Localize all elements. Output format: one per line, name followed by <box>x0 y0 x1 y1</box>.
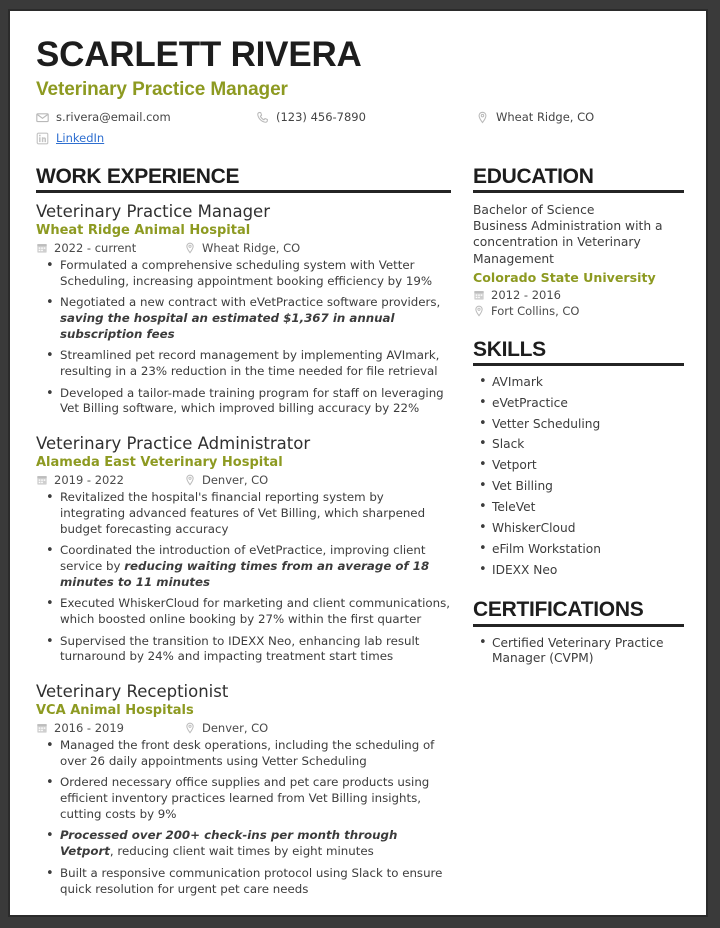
section-certifications <box>473 598 684 667</box>
phone-icon <box>256 111 269 124</box>
job-dates-text: 2022 - current <box>54 240 137 255</box>
contact-linkedin[interactable] <box>36 132 256 145</box>
bullet-text: Coordinated the introduction of eVetPractice, improving client service by <box>60 543 426 573</box>
section-title-work-experience: WORK EXPERIENCE <box>36 164 240 188</box>
job-dates <box>36 721 184 735</box>
bullet-text: Supervised the transition to IDEXX Neo, enhancing lab result turnaround by 24% and impacting treatment start times <box>60 633 420 664</box>
bullet-text: Formulated a comprehensive scheduling system with Vetter Scheduling, increasing appointment booking efficiency by 19% <box>60 257 433 288</box>
bullet-text: Ordered necessary office supplies and pet care products using efficient inventory practices learned from Vet Billing insights, cutting costs by 9% <box>60 775 430 821</box>
section-rule <box>473 363 684 366</box>
bullet-item <box>44 295 451 342</box>
resume-header <box>36 37 680 153</box>
bullet-item <box>44 543 451 590</box>
resume-page <box>8 9 708 917</box>
bullet-item <box>44 828 451 859</box>
right-column <box>473 165 684 897</box>
calendar-icon <box>36 474 48 486</box>
job-location-text: Denver, CO <box>202 473 269 488</box>
section-title-certifications: CERTIFICATIONS <box>473 598 644 622</box>
candidate-name: SCARLETT RIVERA <box>36 35 362 74</box>
section-rule <box>473 190 684 193</box>
skill-item: • Vetter Scheduling <box>477 417 684 433</box>
bullet-item <box>44 490 451 537</box>
education-field: Business Administration with a concentration in Veterinary Management <box>473 219 663 266</box>
bullet-item <box>44 634 451 665</box>
job-location-text: Wheat Ridge, CO <box>202 240 301 255</box>
job-title: Veterinary Practice Manager <box>36 201 270 221</box>
job-location <box>184 473 268 487</box>
skill-item: • eVetPractice <box>477 396 684 412</box>
section-title-education: EDUCATION <box>473 164 594 188</box>
bullet-text: Executed WhiskerCloud for marketing and client communications, which boosted online booking by 27% within the first quarter <box>60 596 450 626</box>
section-rule <box>36 190 451 193</box>
calendar-icon <box>36 722 48 734</box>
job-company: Alameda East Veterinary Hospital <box>36 454 283 470</box>
job-bullets <box>36 490 451 665</box>
skills-list <box>473 375 684 579</box>
section-skills <box>473 338 684 579</box>
job-dates-text: 2019 - 2022 <box>54 473 124 488</box>
education-dates-text: 2012 - 2016 <box>491 287 561 302</box>
bullet-text: Revitalized the hospital's financial reporting system by integrating advanced features of Vet Billing, which sharpened budget forecasting accuracy <box>60 490 426 536</box>
contact-email[interactable] <box>36 111 256 124</box>
bullet-item <box>44 348 451 379</box>
contact-phone-text: (123) 456-7890 <box>276 109 366 124</box>
bullet-item <box>44 258 451 289</box>
job-dates <box>36 241 184 255</box>
section-rule <box>473 624 684 627</box>
left-column <box>36 165 451 897</box>
skill-item: • WhiskerCloud <box>477 521 684 537</box>
education-degree: Bachelor of Science <box>473 202 595 217</box>
certifications-list <box>473 636 684 668</box>
job-dates-text: 2016 - 2019 <box>54 721 124 736</box>
calendar-icon <box>36 242 48 254</box>
skill-item: • Vetport <box>477 458 684 474</box>
calendar-icon <box>473 289 485 301</box>
skill-item: • AVImark <box>477 375 684 391</box>
section-education <box>473 165 684 318</box>
bullet-text: Developed a tailor-made training program for staff on leveraging Vet Billing software, which improved billing accuracy by 22% <box>60 385 444 416</box>
bullet-item <box>44 775 451 822</box>
location-pin-icon <box>184 242 196 254</box>
envelope-icon <box>36 111 49 124</box>
bullet-item <box>44 866 451 897</box>
education-dates <box>473 288 684 302</box>
job-bullets <box>36 738 451 897</box>
contact-linkedin-text[interactable]: LinkedIn <box>56 130 105 145</box>
education-location-text: Fort Collins, CO <box>491 303 580 318</box>
bullet-emphasis: saving the hospital an estimated $1,367 in annual subscription fees <box>60 310 395 341</box>
bullet-emphasis: Processed over 200+ check-ins per month through Vetport <box>60 828 398 859</box>
certification-item: • Certified Veterinary Practice Manager (CVPM) <box>477 636 684 668</box>
bullet-text: Streamlined pet record management by implementing AVImark, resulting in a 23% reduction in the time needed for file retrieval <box>60 348 440 379</box>
job-company: VCA Animal Hospitals <box>36 702 194 718</box>
job-meta <box>36 721 451 735</box>
job-dates <box>36 473 184 487</box>
education-entry <box>473 202 684 318</box>
job-title: Veterinary Receptionist <box>36 682 229 701</box>
location-pin-icon <box>184 722 196 734</box>
education-school: Colorado State University <box>473 269 656 285</box>
section-title-skills: SKILLS <box>473 337 546 361</box>
skill-item: • IDEXX Neo <box>477 563 684 579</box>
contact-details <box>36 111 680 153</box>
job-entry <box>36 202 451 417</box>
location-pin-icon <box>184 474 196 486</box>
job-meta <box>36 473 451 487</box>
skill-item: • Slack <box>477 437 684 453</box>
contact-location <box>476 111 676 124</box>
job-location <box>184 241 300 255</box>
contact-phone[interactable] <box>256 111 476 124</box>
bullet-item <box>44 596 451 627</box>
column-gap <box>451 165 473 897</box>
link-icon <box>36 132 49 145</box>
job-location-text: Denver, CO <box>202 721 269 736</box>
bullet-text: Negotiated a new contract with eVetPractice software providers, <box>60 295 441 310</box>
bullet-emphasis: reducing waiting times from an average of 18 minutes to 11 minutes <box>60 558 430 589</box>
bullet-text: Built a responsive communication protocol using Slack to ensure quick resolution for urgent pet care needs <box>60 865 443 896</box>
resume-body <box>36 165 680 897</box>
skill-item: • eFilm Workstation <box>477 542 684 558</box>
job-location <box>184 721 268 735</box>
skill-item: • TeleVet <box>477 500 684 516</box>
location-pin-icon <box>473 305 485 317</box>
job-company: Wheat Ridge Animal Hospital <box>36 222 251 238</box>
bullet-text: Managed the front desk operations, including the scheduling of over 26 daily appointments using Vetter Scheduling <box>60 738 435 768</box>
education-location <box>473 304 684 318</box>
contact-location-text: Wheat Ridge, CO <box>496 109 595 124</box>
job-entry <box>36 682 451 897</box>
job-title: Veterinary Practice Administrator <box>36 434 311 454</box>
bullet-text: , reducing client wait times by eight minutes <box>109 844 374 859</box>
section-work-experience <box>36 165 451 897</box>
skill-item: • Vet Billing <box>477 479 684 495</box>
bullet-item <box>44 738 451 769</box>
job-meta <box>36 241 451 255</box>
contact-email-text: s.rivera@email.com <box>56 109 171 124</box>
job-entry <box>36 434 451 665</box>
candidate-role: Veterinary Practice Manager <box>36 78 288 100</box>
bullet-item <box>44 386 451 417</box>
job-bullets <box>36 258 451 417</box>
location-pin-icon <box>476 111 489 124</box>
